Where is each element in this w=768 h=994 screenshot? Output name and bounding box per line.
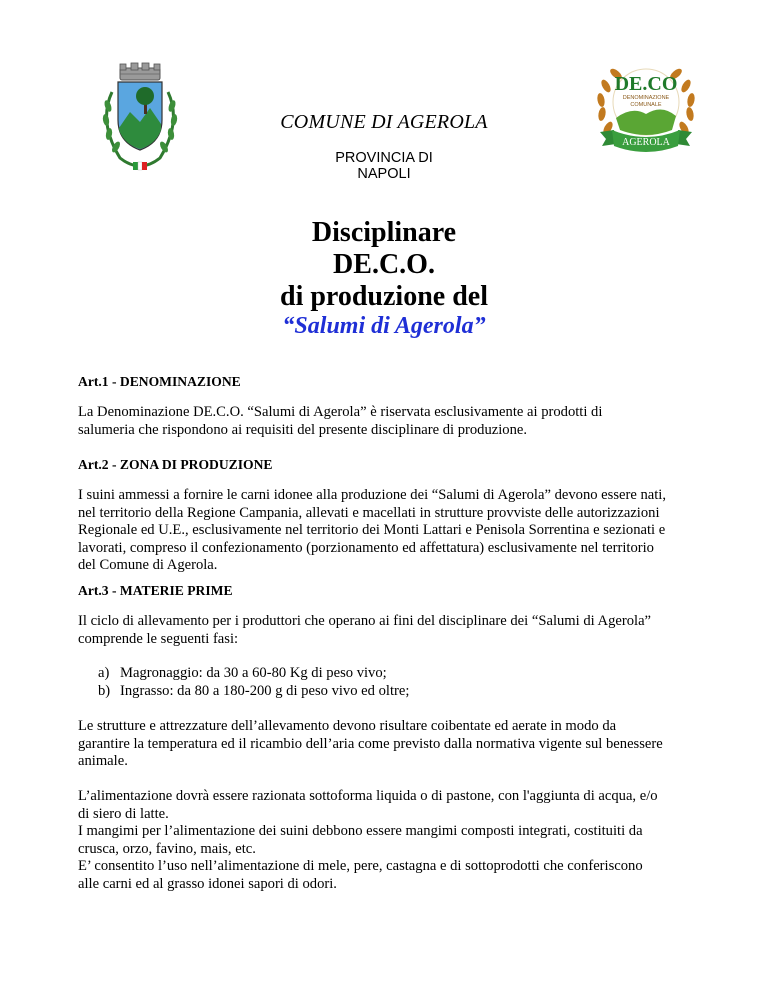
art3-p3-line6: alle carni ed al grasso idonei sapori di odori. <box>78 875 337 892</box>
list-item <box>98 683 718 701</box>
art2-line2: nel territorio della Regione Campania, allevati e macellati in strutture provviste delle autorizzazioni <box>78 504 660 521</box>
deco-logo <box>592 52 700 160</box>
art2-line4: lavorati, compreso il confezionamento (porzionamento ed affettatura) esclusivamente nel territorio <box>78 539 654 556</box>
art3-heading: Art.3 - MATERIE PRIME <box>78 583 233 598</box>
art3-p3-line1: L’alimentazione dovrà essere razionata sottoforma liquida o di pastone, con l'aggiunta di acqua, e/o <box>78 788 658 804</box>
title-line3: di produzione del <box>280 281 488 312</box>
art2-paragraph <box>78 487 718 575</box>
art1-line1: La Denominazione DE.C.O. “Salumi di Agerola” è riservata esclusivamente ai prodotti di <box>78 404 603 420</box>
art3-paragraph-2 <box>78 718 718 771</box>
provincia <box>0 150 768 182</box>
art3-p3-line3: I mangimi per l’alimentazione dei suini debbono essere mangimi composti integrati, costituiti da <box>78 823 643 840</box>
deco-logo-line2: COMUNALE <box>630 102 662 108</box>
art3-p3-line4: crusca, orzo, favino, mais, etc. <box>78 840 256 857</box>
art1-heading: Art.1 - DENOMINAZIONE <box>78 374 241 389</box>
art2-line3: Regionale ed U.E., esclusivamente nel territorio dei Monti Lattari e Penisola Sorrentina e sezionati e <box>78 522 666 539</box>
provincia-line2: NAPOLI <box>357 166 411 182</box>
art3-p3-line2: di siero di latte. <box>78 805 169 822</box>
comune-title: COMUNE DI AGEROLA <box>280 111 488 133</box>
deco-logo-line1: DENOMINAZIONE <box>622 95 670 101</box>
art3-intro-line2: comprende le seguenti fasi: <box>78 630 239 647</box>
list-item-letter: a) <box>98 665 110 681</box>
document-title <box>0 217 768 313</box>
title-line2: DE.C.O. <box>333 249 435 280</box>
deco-logo-ribbon: AGEROLA <box>622 137 670 148</box>
list-item <box>98 665 718 683</box>
document-subtitle: “Salumi di Agerola” <box>282 313 486 339</box>
art2-line1: I suini ammessi a fornire le carni idonee alla produzione dei “Salumi di Agerola” devono essere nati, <box>78 487 667 503</box>
art2-heading: Art.2 - ZONA DI PRODUZIONE <box>78 457 273 472</box>
art3-p3-line5: E’ consentito l’uso nell’alimentazione di mele, pere, castagna e di sottoprodotti che conferiscono <box>78 858 643 875</box>
art3-p2-line3: animale. <box>78 753 128 770</box>
provincia-line1: PROVINCIA DI <box>335 150 433 166</box>
art2-line5: del Comune di Agerola. <box>78 557 218 574</box>
list-item-text: Magronaggio: da 30 a 60-80 Kg di peso vivo; <box>120 665 387 681</box>
art3-paragraph-3 <box>78 788 718 894</box>
art3-intro-line1: Il ciclo di allevamento per i produttori che operano ai fini del disciplinare dei “Salumi di Agerola” <box>78 613 652 629</box>
list-item-text: Ingrasso: da 80 a 180-200 g di peso vivo ed oltre; <box>120 683 410 699</box>
deco-logo-main: DE.CO <box>614 73 678 95</box>
art3-p2-line2: garantire la temperatura ed il ricambio dell’aria come previsto dalla normativa vigente sul benessere <box>78 735 663 752</box>
list-item-letter: b) <box>98 683 111 699</box>
art1-line2: salumeria che rispondono ai requisiti del presente disciplinare di produzione. <box>78 421 528 438</box>
art3-p2-line1: Le strutture e attrezzature dell’allevamento devono risultare coibentate ed aerate in modo da <box>78 718 617 734</box>
title-line1: Disciplinare <box>311 217 457 248</box>
art1-paragraph <box>78 404 718 439</box>
art3-intro <box>78 613 718 648</box>
